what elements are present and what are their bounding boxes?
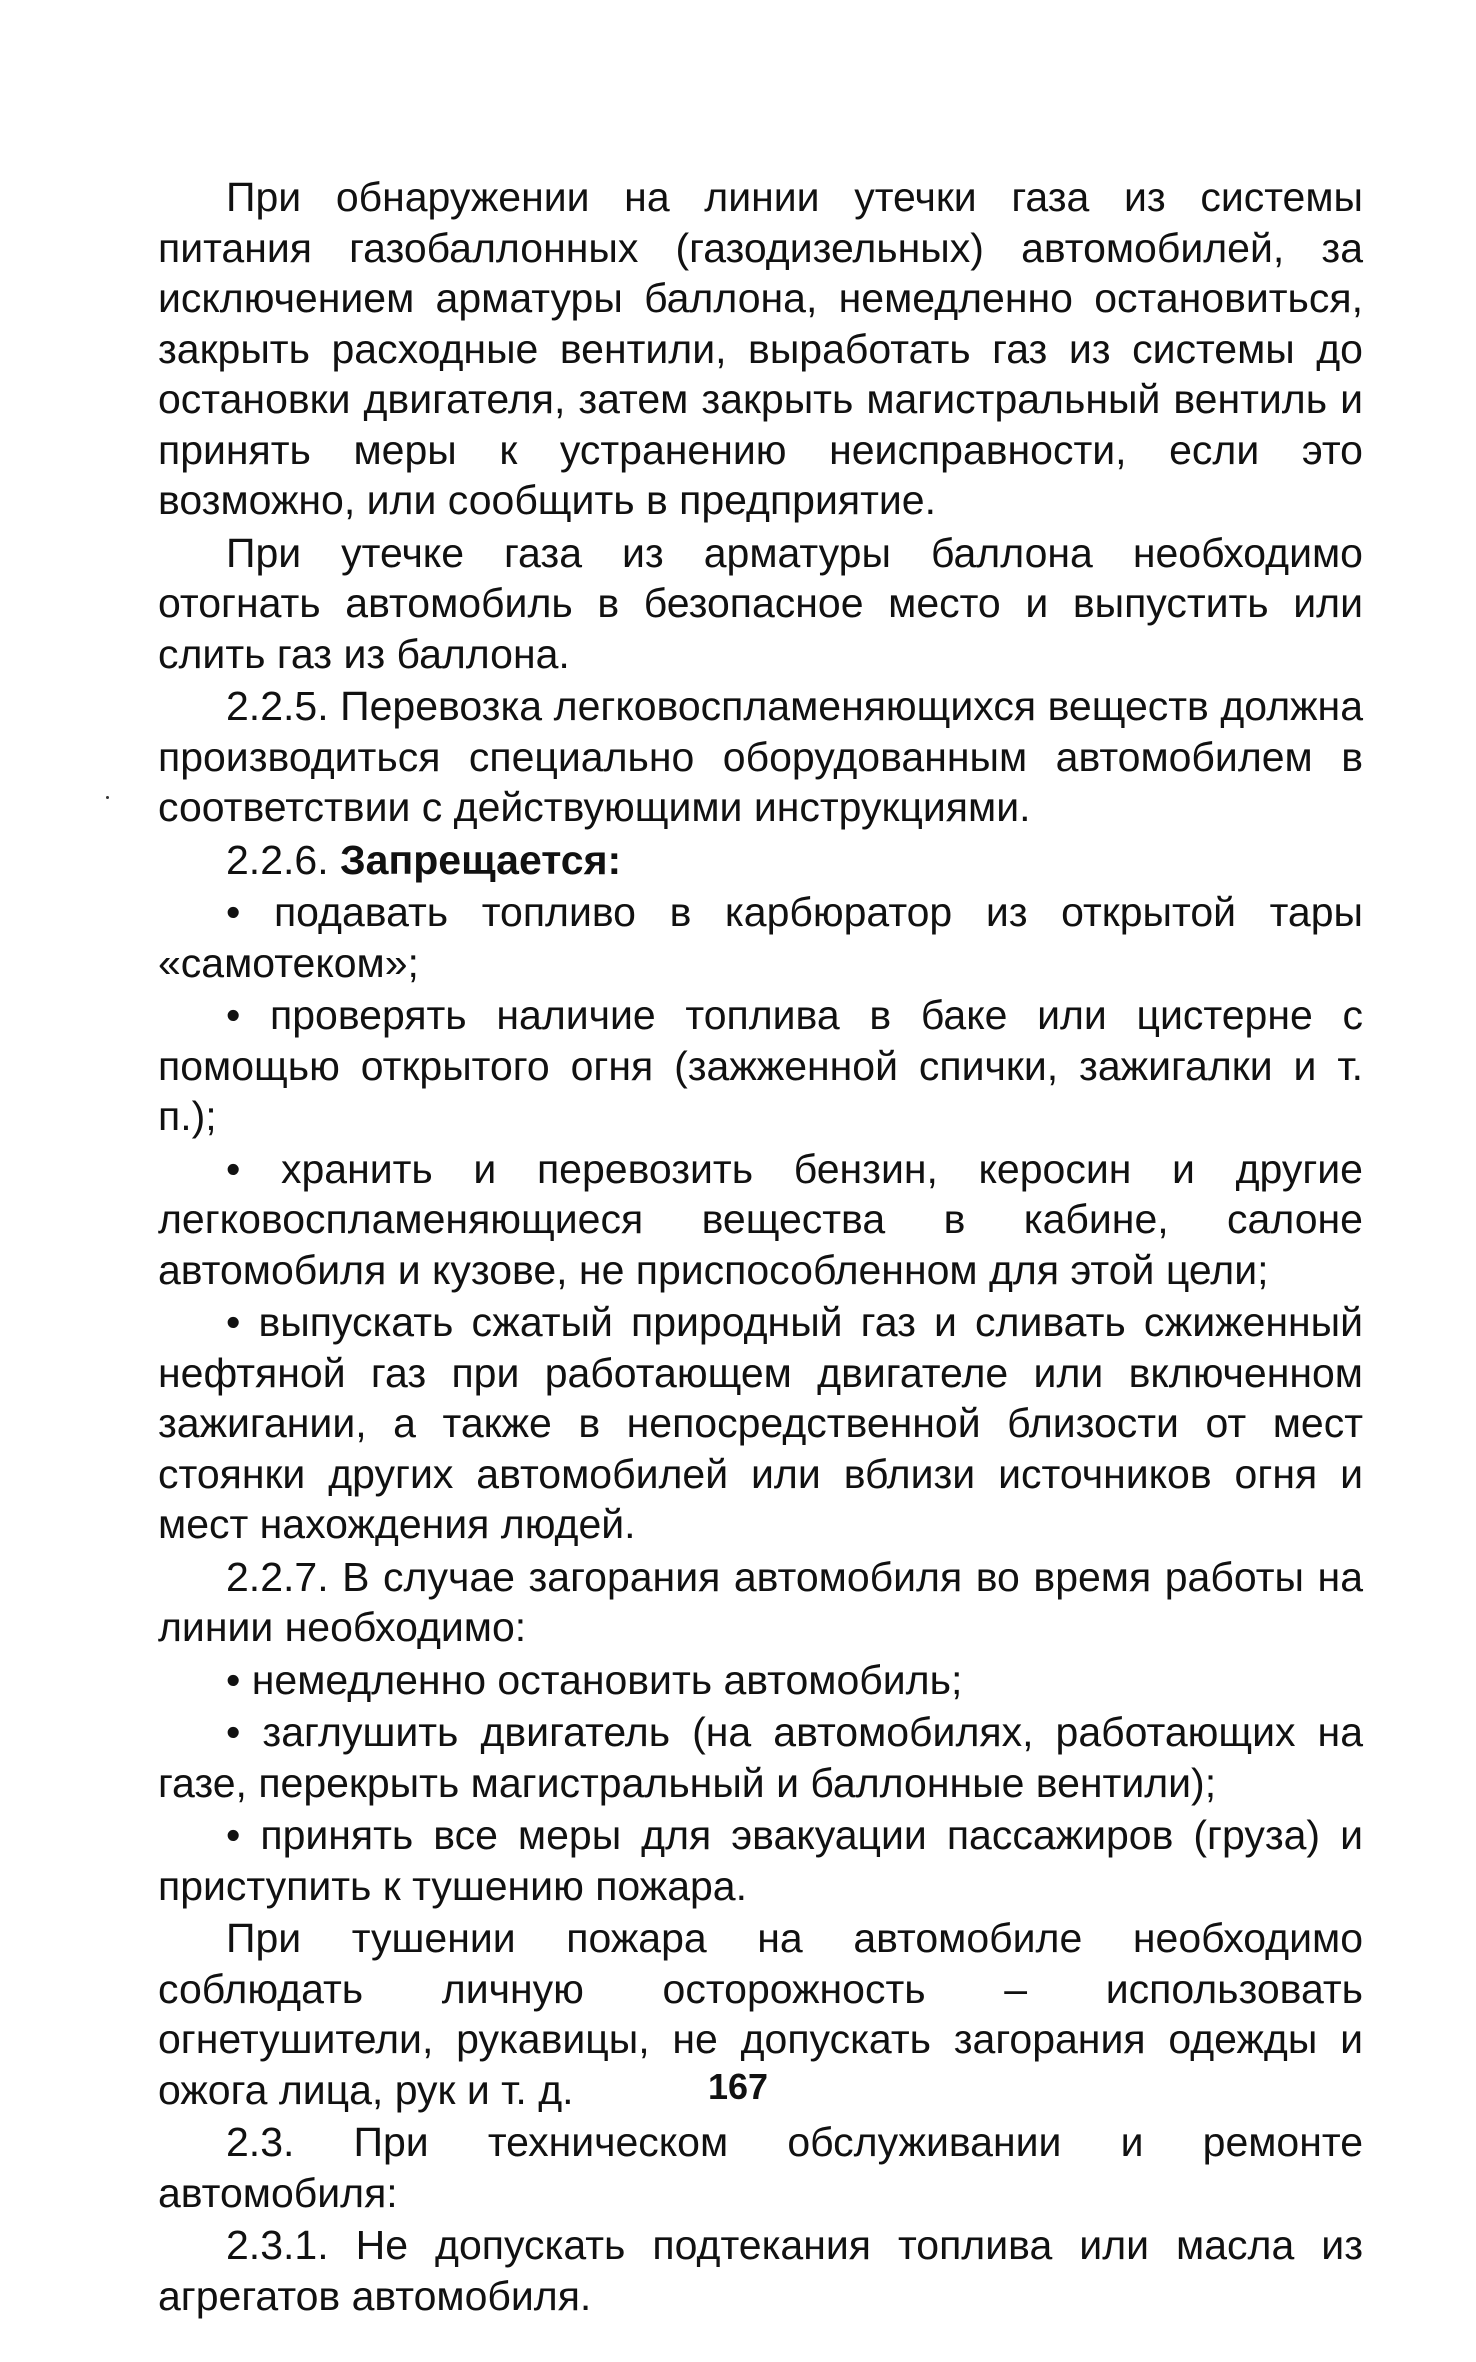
prohibition-item: • хранить и перевозить бензин, керосин и другие легковоспламеняющиеся вещества в кабине, салоне автомобиля и кузове, не приспособленном для этой цели; <box>158 1145 1363 1293</box>
prohibition-item: • проверять наличие топлива в баке или цистерне с помощью открытого огня (зажженной спички, зажигалки и т. п.); <box>158 992 1363 1139</box>
paragraph-2-3: 2.3. При техническом обслуживании и ремонте автомобиля: <box>158 2119 1363 2216</box>
paragraph-gas-leak-line: При обнаружении на линии утечки газа из системы питания газобаллонных (газодизельных) автомобилей, за исключением арматуры баллона, немедленно остановиться, закрыть расходные вентили, выработать газ из системы до остановки двигателя, затем закрыть магистральный вентиль и принять меры к устранению неисправности, если это возможно, или сообщить в предприятие. <box>158 174 1363 523</box>
paragraph-2-2-5: 2.2.5. Перевозка легковоспламеняющихся веществ должна производиться специально оборудованным автомобилем в соответствии с действующими инструкциями. <box>158 683 1363 830</box>
prohibition-item: • подавать топливо в карбюратор из открытой тары «самотеком»; <box>158 889 1363 986</box>
paragraph-fire-safety: При тушении пожара на автомобиле необходимо соблюдать личную осторожность – использовать огнетушители, рукавицы, не допускать загорания одежды и ожога лица, рук и т. д. <box>158 1915 1363 2113</box>
paragraph-2-2-7: 2.2.7. В случае загорания автомобиля во время работы на линии необходимо: <box>158 1553 1363 1650</box>
scan-speck <box>106 796 109 799</box>
paragraph-2-3-1: 2.3.1. Не допускать подтекания топлива или масла из агрегатов автомобиля. <box>158 2222 1363 2319</box>
paragraph-2-2-6 <box>158 835 1363 886</box>
fire-step-item: • заглушить двигатель (на автомобилях, работающих на газе, перекрыть магистральный и баллонные вентили); <box>158 1709 1363 1806</box>
fire-step-item: • принять все меры для эвакуации пассажиров (груза) и приступить к тушению пожара. <box>158 1812 1363 1909</box>
prohibition-item: • выпускать сжатый природный газ и сливать сжиженный нефтяной газ при работающем двигателе или включенном зажигании, а также в непосредственной близости от мест стоянки других автомобилей или вблизи источников огня и мест нахождения людей. <box>158 1299 1363 1547</box>
page-number: 167 <box>707 2066 769 2107</box>
paragraph-gas-leak-cylinder: При утечке газа из арматуры баллона необходимо отогнать автомобиль в безопасное место и выпустить или слить газ из баллона. <box>158 529 1363 677</box>
fire-step-item: • немедленно остановить автомобиль; <box>226 1656 963 1703</box>
section-number-2-2-6: 2.2.6. <box>226 836 340 883</box>
section-heading-prohibited: Запрещается: <box>339 836 622 883</box>
document-page <box>158 172 1363 2323</box>
